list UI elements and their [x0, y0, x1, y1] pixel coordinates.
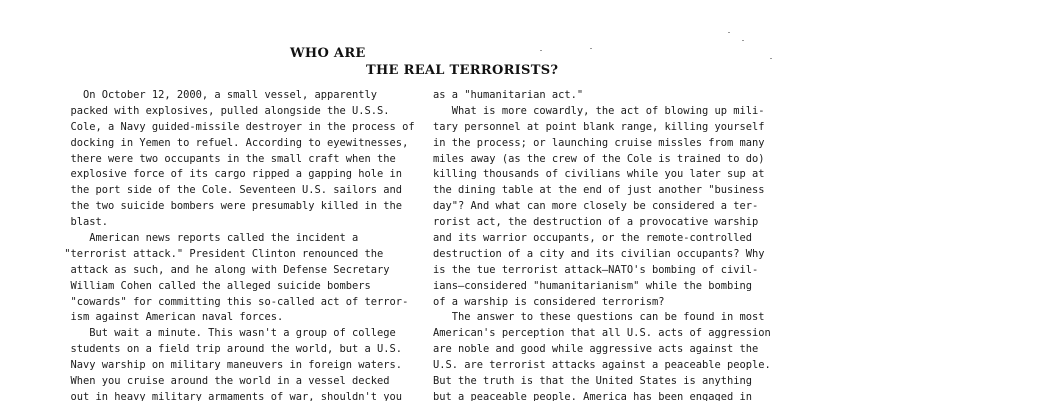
text-line: rorist act, the destruction of a provocative warship	[433, 216, 759, 229]
text-line: blast.	[58, 216, 109, 229]
scan-speck	[728, 32, 730, 33]
text-line: the port side of the Cole. Seventeen U.S. sailors and	[58, 184, 403, 197]
text-line: tary personnel at point blank range, killing yourself	[433, 120, 765, 133]
text-line: When you cruise around the world in a vessel decked	[58, 375, 390, 388]
text-line: American news reports called the incident a	[58, 232, 359, 245]
article-title-line-2: THE REAL TERRORISTS?	[366, 63, 559, 78]
text-line: U.S. are terrorist attacks against a peaceable people.	[433, 359, 771, 372]
text-line: But wait a minute. This wasn't a group of college	[58, 327, 396, 340]
scan-speck	[770, 58, 772, 59]
text-line: Navy warship on military maneuvers in foreign waters.	[58, 359, 403, 372]
text-line: William Cohen called the alleged suicide bombers	[58, 279, 371, 292]
text-line: killing thousands of civilians while you later sup at	[433, 168, 765, 181]
text-line: But the truth is that the United States is anything	[433, 375, 753, 388]
text-line: day"? And what can more closely be considered a ter-	[433, 200, 759, 213]
scan-speck	[590, 48, 592, 49]
text-line: is the tue terrorist attack—NATO's bombing of civil-	[433, 263, 759, 276]
text-line: in the process; or launching cruise missles from many	[433, 136, 765, 149]
article-left-column	[58, 88, 415, 401]
text-line: of a warship is considered terrorism?	[433, 295, 665, 308]
scan-speck	[742, 40, 744, 41]
text-line: but a peaceable people. America has been engaged in	[433, 390, 753, 401]
text-line: What is more cowardly, the act of blowing up mili-	[433, 104, 765, 117]
text-line: the two suicide bombers were presumably killed in the	[58, 200, 403, 213]
text-line: as a "humanitarian act."	[433, 89, 584, 101]
text-line: miles away (as the crew of the Cole is trained to do)	[433, 152, 765, 165]
text-line: docking in Yemen to refuel. According to eyewitnesses,	[58, 136, 409, 149]
text-line: ians—considered "humanitarianism" while the bombing	[433, 279, 753, 292]
text-line: "cowards" for committing this so-called act of terror-	[58, 295, 409, 308]
text-line: students on a field trip around the world, but a U.S.	[58, 343, 403, 356]
text-line: there were two occupants in the small craft when the	[58, 152, 396, 165]
scan-speck	[540, 50, 542, 51]
text-line: "terrorist attack." President Clinton renounced the	[58, 247, 384, 260]
text-line: and its warrior occupants, or the remote-controlled	[433, 232, 753, 245]
article-title-line-1: WHO ARE	[290, 46, 366, 61]
text-line: The answer to these questions can be found in most	[433, 311, 765, 324]
text-line: packed with explosives, pulled alongside the U.S.S.	[58, 104, 390, 117]
text-line: the dining table at the end of just another "business	[433, 184, 765, 197]
text-line: ism against American naval forces.	[58, 311, 284, 324]
text-line: Cole, a Navy guided-missile destroyer in the process of	[58, 120, 415, 133]
text-line: On October 12, 2000, a small vessel, apparently	[58, 89, 378, 101]
text-line: American's perception that all U.S. acts of aggression	[433, 327, 771, 340]
text-line: destruction of a city and its civilian occupants? Why	[433, 247, 765, 260]
text-line: attack as such, and he along with Defense Secretary	[58, 263, 390, 276]
text-line: are noble and good while aggressive acts against the	[433, 343, 759, 356]
text-line: explosive force of its cargo ripped a gapping hole in	[58, 168, 403, 181]
article-right-column	[433, 88, 771, 401]
text-line: out in heavy military armaments of war, shouldn't you	[58, 390, 403, 401]
